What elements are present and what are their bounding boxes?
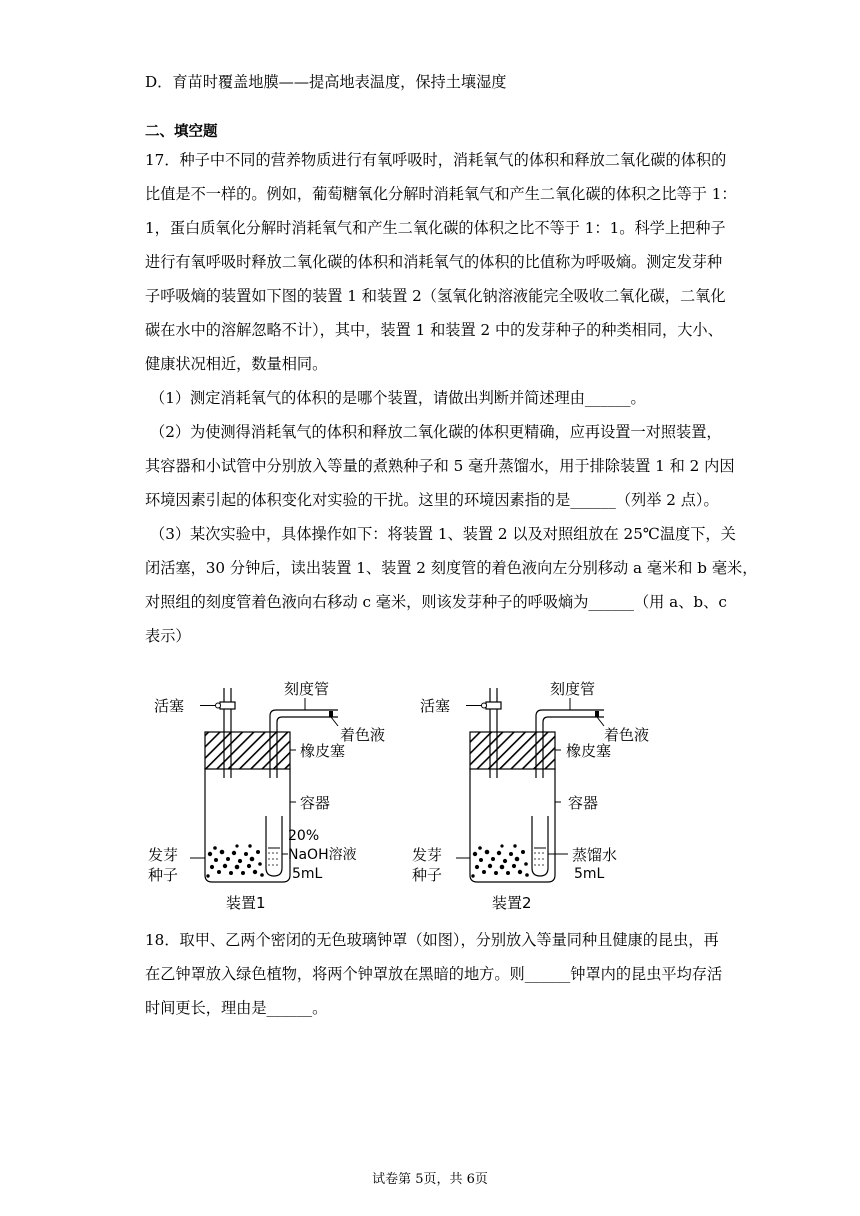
valve-label: 活塞	[420, 697, 451, 715]
valve	[486, 702, 501, 709]
solution-label-line1: 20%	[288, 828, 320, 844]
page-footer: 试卷第 5页，共 6页	[372, 1172, 488, 1187]
q18-line: 18．取甲、乙两个密闭的无色玻璃钟罩（如图），分别放入等量同种且健康的昆虫，再	[145, 931, 719, 949]
solution-label-line2: NaOH溶液	[288, 847, 357, 863]
q17-line: 健康状况相近，数量相同。	[145, 355, 328, 373]
device-1	[148, 680, 385, 912]
q17-line: 子呼吸熵的装置如下图的装置 1 和装置 2（氢氧化钠溶液能完全吸收二氧化碳，二氧化	[145, 287, 726, 305]
seeds	[471, 844, 529, 877]
q17-sub2-line: 其容器和小试管中分别放入等量的煮熟种子和 5 毫升蒸馏水，用于排除装置 1 和 2 内因	[145, 457, 735, 475]
scale-tube-label: 刻度管	[550, 680, 596, 698]
seeds-label-line1: 发芽	[148, 846, 179, 864]
valve-label: 活塞	[154, 697, 185, 715]
q17-sub3-line: 对照组的刻度管着色液向右移动 c 毫米，则该发芽种子的呼吸熵为______（用 a、b、c	[145, 593, 727, 611]
q17-line: 碳在水中的溶解忽略不计），其中，装置 1 和装置 2 中的发芽种子的种类相同，大小、	[145, 321, 723, 339]
dye-label: 着色液	[604, 726, 650, 744]
valve	[220, 702, 235, 709]
scale-tube-label: 刻度管	[284, 680, 330, 698]
q17-sub3-line: （3）某次实验中，具体操作如下：将装置 1、装置 2 以及对照组放在 25℃温度下，关	[150, 525, 736, 543]
q18-line: 时间更长，理由是______。	[145, 999, 328, 1017]
dye-label: 着色液	[340, 726, 386, 744]
q17-sub3-line: 闭活塞，30 分钟后，读出装置 1、装置 2 刻度管的着色液向左分别移动 a 毫米和 b 毫米，	[145, 559, 758, 577]
q17-line: 进行有氧呼吸时释放二氧化碳的体积和消耗氧气的体积的比值称为呼吸熵。测定发芽种	[145, 253, 723, 271]
container-label: 容器	[568, 794, 599, 812]
q17-line: 1，蛋白质氧化分解时消耗氧气和产生二氧化碳的体积之比不等于 1：1。科学上把种子	[145, 219, 726, 237]
test-tube	[532, 816, 548, 876]
q17-sub3-line: 表示）	[145, 627, 191, 645]
volume-label: 5mL	[292, 866, 323, 882]
volume-label: 5mL	[574, 866, 605, 882]
device-caption: 装置1	[226, 894, 266, 912]
section-heading: 二、填空题	[145, 124, 218, 140]
dye-drop	[329, 711, 333, 717]
q18-line: 在乙钟罩放入绿色植物，将两个钟罩放在黑暗的地方。则______钟罩内的昆虫平均存活	[145, 965, 723, 983]
q17-sub2-line: 环境因素引起的体积变化对实验的干扰。这里的环境因素指的是______（列举 2 点）。	[145, 491, 719, 509]
q17-sub1: （1）测定消耗氧气的体积的是哪个装置，请做出判断并简述理由______。	[150, 389, 646, 407]
q17-line: 17．种子中不同的营养物质进行有氧呼吸时，消耗氧气的体积和释放二氧化碳的体积的	[145, 151, 727, 169]
seeds-label-line2: 种子	[412, 866, 443, 884]
q17-sub2-line: （2）为使测得消耗氧气的体积和释放二氧化碳的体积更精确，应再设置一对照装置，	[150, 423, 722, 441]
q17-line: 比值是不一样的。例如，葡萄糖氧化分解时消耗氧气和产生二氧化碳的体积之比等于 1：	[145, 185, 737, 203]
stopper-label: 橡皮塞	[566, 742, 612, 760]
device-caption: 装置2	[492, 894, 532, 912]
container-label: 容器	[300, 794, 331, 812]
solution-label-line1: 蒸馏水	[572, 846, 618, 864]
dye-drop	[595, 711, 599, 717]
device-2	[412, 680, 649, 912]
seeds	[206, 844, 264, 877]
apparatus-figure	[0, 668, 860, 928]
seeds-label-line2: 种子	[148, 866, 179, 884]
rubber-stopper	[470, 732, 555, 769]
seeds-label-line1: 发芽	[412, 846, 443, 864]
option-d: D．育苗时覆盖地膜——提高地表温度，保持土壤湿度	[145, 73, 507, 91]
stopper-label: 橡皮塞	[300, 742, 346, 760]
test-tube	[266, 816, 282, 876]
